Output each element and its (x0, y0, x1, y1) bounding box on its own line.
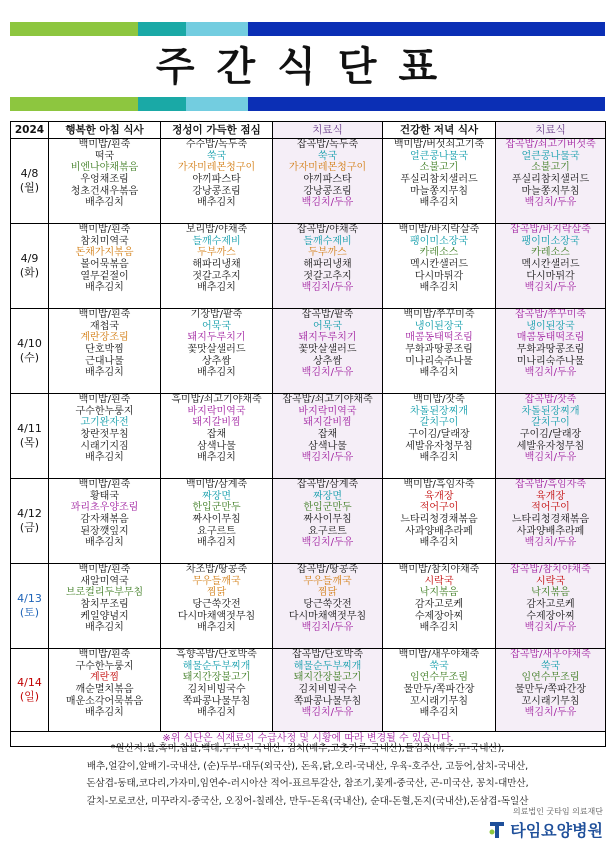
menu-item: 백미밥/흰죽 (78, 139, 131, 150)
menu-item: 잡곡밥/야채죽 (296, 224, 359, 235)
menu-item: 꼬시래기무침 (521, 695, 580, 707)
menu-item: 백미밥/새우야채죽 (398, 649, 480, 660)
menu-item: 느타리청경채볶음 (511, 514, 590, 526)
menu-item: 구수한누룽지 (75, 660, 134, 672)
menu-item: 가자미레몬청구이 (177, 162, 256, 174)
menu-item: 된장깻잎지 (80, 525, 129, 537)
menu-item: 계란찜 (90, 672, 119, 684)
menu-item: 매운소각어묵볶음 (65, 695, 144, 707)
menu-item: 고기완자전 (80, 417, 129, 429)
menu-item: 잡곡밥/팥죽 (301, 309, 354, 320)
menu-item: 백미밥/흰죽 (78, 224, 131, 235)
menu-item: 얼큰콩나물국 (410, 150, 468, 162)
menu-item: 계란장조림 (80, 332, 129, 344)
menu-item: 떡국 (94, 150, 115, 162)
menu-item: 배추김치 (419, 282, 459, 294)
menu-item: 해물순두부찌개 (182, 660, 251, 672)
menu-item: 잡곡밥/녹두죽 (296, 139, 359, 150)
menu-item: 김치비빔국수 (187, 684, 246, 696)
menu-item: 구수한누룽지 (75, 405, 134, 417)
menu-item: 잡곡밥/단호박죽 (292, 649, 363, 660)
menu-item: 다시마채액젓무침 (288, 610, 367, 622)
menu-item: 물만두/쪽파간장 (403, 684, 475, 696)
origin-line: 돈삼겹-동태,코다리,가자미,임연수-러시아산 적어-표르투갈산, 참조기,꽃게-중국산, 곤-미국산, 꽁치-대만산, (86, 778, 529, 789)
menu-item: 참치무조림 (80, 599, 129, 611)
menu-item: 임연수무조림 (521, 672, 580, 684)
menu-item: 돈채가지볶음 (75, 247, 134, 259)
origin-line: 갈치-모로코산, 미꾸라지-중국산, 오징어-칠레산, 만두-돈육(국내산), 순대-돈혈,돈지(국내산),돈삼겹-독일산 (86, 795, 529, 807)
menu-item: 볼어묵볶음 (80, 259, 129, 271)
menu-item: 잡곡밥/참치야채죽 (510, 564, 591, 575)
menu-item: 무화과땅콩조림 (405, 344, 473, 356)
menu-item: 단호박찜 (85, 344, 124, 356)
menu-item: 배추김치 (197, 622, 236, 634)
bottom-color-bar (10, 97, 605, 111)
menu-item: 마늘쫑지무침 (521, 185, 580, 197)
menu-item: 잡곡밥/쭈꾸미죽 (515, 309, 586, 320)
lunch-cell (161, 394, 273, 479)
menu-item: 무화과땅콩조림 (516, 344, 585, 356)
menu-item: 짜사이무침 (303, 514, 352, 526)
dinner-therapy-header: 치료식 (496, 122, 606, 139)
menu-item: 우엉채조림 (80, 174, 129, 186)
menu-item: 배추김치 (85, 452, 124, 464)
menu-item: 백김치/두유 (524, 197, 577, 209)
menu-item: 쪽파콩나물무침 (293, 695, 362, 707)
menu-item: 백김치/두유 (524, 622, 577, 634)
menu-item: 비엔나야채볶음 (70, 162, 139, 174)
menu-item: 수제장아찌 (414, 610, 464, 622)
menu-item: 케일양념지 (80, 610, 129, 622)
menu-item: 찜닭 (317, 587, 338, 599)
menu-item: 요구르트 (197, 525, 236, 537)
menu-item: 백미밥/흰죽 (78, 394, 131, 405)
menu-item: 돼지갈비찜 (192, 417, 241, 429)
dinner-therapy-cell (496, 564, 606, 649)
weekday-text: (일) (19, 690, 40, 703)
dinner-therapy-cell (496, 649, 606, 732)
cross-logo-icon (488, 820, 506, 840)
menu-item: 백미밥/잣죽 (413, 394, 465, 405)
date-cell (11, 224, 49, 309)
menu-item: 바지락미역국 (187, 405, 246, 417)
weekday-text: (수) (19, 351, 40, 364)
dinner-therapy-cell (496, 139, 606, 224)
menu-item: 멕시칸샐러드 (521, 259, 580, 271)
dinner-therapy-cell (496, 394, 606, 479)
lunch-cell (161, 564, 273, 649)
date-text: 4/9 (20, 252, 39, 265)
logo-subtitle: 의료법인 굿타임 의료재단 (512, 807, 603, 816)
menu-item: 상추쌈 (313, 355, 342, 367)
menu-item: 어묵국 (313, 320, 342, 332)
menu-item: 열무겉절이 (80, 270, 129, 282)
menu-item: 흑미밥/쇠고기야채죽 (171, 394, 262, 405)
menu-item: 배추김치 (197, 537, 236, 549)
menu-item: 멕시칸샐러드 (410, 259, 468, 271)
menu-item: 수제장아찌 (526, 610, 575, 622)
menu-item: 잡곡밥/쇠고기버섯죽 (505, 139, 596, 150)
menu-item: 소불고기 (531, 162, 570, 174)
menu-item: 푸실리참치샐러드 (400, 174, 478, 186)
menu-item: 백미밥/흑임자죽 (403, 479, 475, 490)
notice-text: ※위 식단은 식재료의 수급사정 및 시황에 따라 변경될 수 있습니다. (11, 732, 606, 747)
weekday-text: (화) (19, 266, 40, 279)
menu-item: 잡곡밥/쇠고기야채죽 (282, 394, 373, 405)
menu-item: 꼬시래기무침 (410, 695, 468, 707)
menu-item: 배추김치 (85, 707, 124, 719)
menu-item: 구이김/달래장 (519, 429, 582, 441)
menu-item: 배추김치 (85, 367, 124, 379)
menu-item: 다시마튀각 (526, 270, 575, 282)
menu-item: 배추김치 (85, 282, 124, 294)
menu-item: 시락국 (424, 575, 454, 587)
date-text: 4/8 (20, 167, 39, 180)
menu-item: 백미밥/바지락살죽 (398, 224, 480, 235)
menu-item: 물만두/쪽파간장 (515, 684, 586, 696)
menu-item: 배추김치 (197, 367, 236, 379)
menu-item: 돼지두루치기 (187, 332, 246, 344)
menu-item: 세발유자청무침 (516, 440, 585, 452)
menu-item: 배추김치 (197, 197, 236, 209)
menu-item: 두부까스 (197, 247, 236, 259)
menu-item: 적어구이 (419, 502, 459, 514)
date-cell (11, 394, 49, 479)
date-text: 4/11 (17, 422, 42, 435)
lunch-therapy-header: 치료식 (273, 122, 383, 139)
menu-item: 보리밥/야채죽 (185, 224, 248, 235)
menu-item: 다시마튀각 (414, 270, 464, 282)
menu-item: 백미밥/흰죽 (78, 564, 131, 575)
menu-item: 돼지갈비찜 (303, 417, 352, 429)
menu-item: 무우들깨국 (303, 575, 352, 587)
menu-item: 바지락미역국 (298, 405, 357, 417)
menu-item: 차돌된장찌개 (521, 405, 580, 417)
dinner-cell (383, 309, 496, 394)
lunch-therapy-cell (273, 224, 383, 309)
menu-item: 깨순멸치볶음 (75, 684, 134, 696)
menu-item: 강낭콩조림 (303, 185, 352, 197)
menu-item: 백미밥/쭈꾸미죽 (403, 309, 475, 320)
menu-item: 들깨수제비 (303, 235, 352, 247)
menu-item: 해물순두부찌개 (293, 660, 362, 672)
menu-item: 육개장 (536, 490, 565, 502)
menu-item: 당근쑥갓전 (192, 599, 241, 611)
menu-item: 흑향곡밥/단호박죽 (176, 649, 257, 660)
menu-item: 근대나물 (85, 355, 124, 367)
menu-item: 백김치/두유 (524, 452, 577, 464)
menu-item: 백미밥/흰죽 (78, 309, 131, 320)
lunch-cell (161, 139, 273, 224)
menu-item: 배추김치 (85, 197, 124, 209)
menu-item: 매콤동태떡조림 (516, 332, 585, 344)
menu-item: 백김치/두유 (301, 707, 354, 719)
menu-item: 백김치/두유 (524, 367, 577, 379)
page-title: 주간식단표 (155, 44, 460, 90)
dinner-cell (383, 479, 496, 564)
menu-item: 청초건새우볶음 (70, 185, 139, 197)
menu-item: 카레소스 (531, 247, 570, 259)
menu-item: 짜장면 (313, 490, 342, 502)
menu-item: 세발유자청무침 (405, 440, 473, 452)
menu-item: 냉이된장국 (414, 320, 464, 332)
menu-item: 냉이된장국 (526, 320, 575, 332)
day-row (11, 394, 606, 479)
menu-item: 시락국 (536, 575, 565, 587)
menu-item: 배추김치 (419, 197, 459, 209)
breakfast-cell (49, 394, 161, 479)
menu-item: 적어구이 (531, 502, 570, 514)
menu-item: 브로컬리두부무침 (65, 587, 144, 599)
date-cell (11, 139, 49, 224)
menu-item: 짜사이무침 (192, 514, 241, 526)
menu-item: 감자채볶음 (80, 514, 129, 526)
menu-item: 쑥국 (317, 150, 338, 162)
day-row (11, 564, 606, 649)
menu-item: 임연수무조림 (410, 672, 468, 684)
weekday-text: (금) (19, 521, 40, 534)
menu-item: 잡곡밥/흑임자죽 (515, 479, 586, 490)
year-header: 2024 (11, 122, 49, 139)
menu-item: 백미밥/삼계죽 (185, 479, 248, 490)
dinner-cell (383, 564, 496, 649)
date-text: 4/10 (17, 337, 42, 350)
menu-item: 잡채 (206, 429, 227, 441)
menu-item: 배추김치 (419, 452, 459, 464)
menu-item: 백김치/두유 (524, 707, 577, 719)
menu-item: 백김치/두유 (301, 622, 354, 634)
menu-item: 백미밥/흰죽 (78, 479, 131, 490)
menu-item: 강낭콩조림 (192, 185, 241, 197)
top-color-bar (10, 22, 605, 36)
menu-item: 배추김치 (419, 367, 459, 379)
menu-item: 다시마채액젓무침 (177, 610, 256, 622)
menu-item: 참치미역국 (80, 235, 129, 247)
menu-item: 꽃맛살샐러드 (298, 344, 357, 356)
menu-item: 돼지간장불고기 (182, 672, 251, 684)
lunch-therapy-cell (273, 649, 383, 732)
dinner-cell (383, 139, 496, 224)
menu-item: 백김치/두유 (301, 197, 354, 209)
menu-item: 소불고기 (419, 162, 459, 174)
breakfast-cell (49, 139, 161, 224)
menu-item: 미나리숙주나물 (405, 355, 473, 367)
menu-item: 새알미역국 (80, 575, 129, 587)
breakfast-cell (49, 479, 161, 564)
dinner-therapy-cell (496, 479, 606, 564)
menu-item: 얼큰콩나물국 (521, 150, 580, 162)
menu-item: 쑥국 (206, 150, 227, 162)
menu-item: 백미밥/흰죽 (78, 649, 131, 660)
menu-item: 들깨수제비 (192, 235, 241, 247)
date-cell (11, 309, 49, 394)
menu-item: 두부까스 (308, 247, 347, 259)
origin-info (10, 740, 605, 810)
breakfast-cell (49, 564, 161, 649)
menu-item: 감자고로케 (414, 599, 464, 611)
menu-item: 가자미레몬청구이 (288, 162, 367, 174)
menu-item: 잡곡밥/새우야채죽 (510, 649, 591, 660)
menu-item: 한입군만두 (192, 502, 241, 514)
menu-item: 쪽파콩나물무침 (182, 695, 251, 707)
menu-item: 잡곡밥/바지락살죽 (510, 224, 591, 235)
menu-item: 느타리청경채볶음 (400, 514, 478, 526)
breakfast-cell (49, 224, 161, 309)
menu-item: 백김치/두유 (301, 452, 354, 464)
menu-item: 기장밥/팥죽 (190, 309, 243, 320)
lunch-cell (161, 479, 273, 564)
menu-item: 재첩국 (90, 320, 119, 332)
menu-item: 카레소스 (419, 247, 459, 259)
day-row (11, 479, 606, 564)
dinner-cell (383, 649, 496, 732)
menu-item: 상추쌈 (202, 355, 231, 367)
lunch-cell (161, 649, 273, 732)
menu-item: 갈치구이 (419, 417, 459, 429)
menu-item: 잡곡밥/삼계죽 (296, 479, 359, 490)
hospital-name: 타임요양병원 (510, 821, 603, 840)
menu-item: 한입군만두 (303, 502, 352, 514)
lunch-cell (161, 309, 273, 394)
dinner-therapy-cell (496, 309, 606, 394)
menu-item: 백김치/두유 (301, 282, 354, 294)
menu-item: 돼지간장불고기 (293, 672, 362, 684)
hospital-logo (488, 818, 603, 841)
origin-line: *원산지:쌀,흑미,찹쌀,백태,두부시-국내산, 김치(배추,고춧가루-국내산),돌김치(배추,무-국내산), (110, 743, 505, 754)
dinner-header: 건강한 저녁 식사 (383, 122, 496, 139)
menu-item: 배추김치 (197, 282, 236, 294)
day-row (11, 139, 606, 224)
menu-item: 요구르트 (308, 525, 347, 537)
menu-item: 사과양배추라페 (516, 525, 585, 537)
menu-item: 배추김치 (197, 707, 236, 719)
menu-item: 매콤동태떡조림 (405, 332, 473, 344)
menu-item: 낙지볶음 (419, 587, 459, 599)
dinner-cell (383, 394, 496, 479)
menu-item: 백김치/두유 (524, 282, 577, 294)
menu-item: 백미밥/참치야채죽 (398, 564, 480, 575)
menu-item: 배추김치 (197, 452, 236, 464)
menu-item: 팽이미소장국 (521, 235, 580, 247)
date-cell (11, 564, 49, 649)
menu-item: 백김치/두유 (301, 537, 354, 549)
menu-item: 차돌된장찌개 (410, 405, 468, 417)
lunch-cell (161, 224, 273, 309)
menu-table (10, 121, 606, 747)
date-text: 4/12 (17, 507, 42, 520)
dinner-cell (383, 224, 496, 309)
lunch-therapy-cell (273, 139, 383, 224)
menu-item: 배추김치 (419, 537, 459, 549)
menu-item: 차조밥/땅콩죽 (185, 564, 248, 575)
menu-item: 야끼파스타 (192, 174, 241, 186)
day-row (11, 649, 606, 732)
breakfast-cell (49, 649, 161, 732)
dinner-therapy-cell (496, 224, 606, 309)
menu-item: 꽈리초우양조림 (70, 502, 139, 514)
menu-item: 구이김/달래장 (408, 429, 470, 441)
day-row (11, 224, 606, 309)
menu-item: 황태국 (90, 490, 119, 502)
weekday-text: (목) (19, 436, 40, 449)
menu-item: 삼색나물 (197, 440, 236, 452)
lunch-therapy-cell (273, 479, 383, 564)
lunch-therapy-cell (273, 394, 383, 479)
menu-item: 김치비빔국수 (298, 684, 357, 696)
menu-item: 배추김치 (85, 622, 124, 634)
menu-item: 갈치구이 (531, 417, 570, 429)
menu-item: 어묵국 (202, 320, 231, 332)
menu-item: 배추김치 (419, 622, 459, 634)
breakfast-header: 행복한 아침 식사 (49, 122, 161, 139)
menu-item: 해파리냉채 (192, 259, 241, 271)
menu-item: 무우들깨국 (192, 575, 241, 587)
menu-item: 젓갈고추지 (303, 270, 352, 282)
menu-item: 미나리숙주나물 (516, 355, 585, 367)
menu-item: 해파리냉채 (303, 259, 352, 271)
menu-item: 배추김치 (419, 707, 459, 719)
breakfast-cell (49, 309, 161, 394)
menu-item: 백김치/두유 (524, 537, 577, 549)
menu-item: 당근쑥갓전 (303, 599, 352, 611)
date-cell (11, 479, 49, 564)
menu-item: 창란젓무침 (80, 429, 129, 441)
header-row (11, 122, 606, 139)
menu-item: 삼색나물 (308, 440, 347, 452)
menu-item: 시래기지짐 (80, 440, 129, 452)
lunch-therapy-cell (273, 564, 383, 649)
lunch-therapy-cell (273, 309, 383, 394)
date-text: 4/14 (17, 676, 42, 689)
menu-item: 감자고로케 (526, 599, 575, 611)
menu-item: 쑥국 (429, 660, 449, 672)
menu-item: 육개장 (424, 490, 454, 502)
menu-item: 백김치/두유 (301, 367, 354, 379)
menu-item: 수수밥/녹두죽 (185, 139, 248, 150)
menu-item: 사과양배추라페 (405, 525, 473, 537)
menu-item: 배추김치 (85, 537, 124, 549)
menu-item: 백미밥/버섯쇠고기죽 (393, 139, 485, 150)
weekday-text: (월) (19, 181, 40, 194)
menu-item: 젓갈고추지 (192, 270, 241, 282)
menu-item: 마늘쫑지무침 (410, 185, 468, 197)
origin-line: 배추,얼갈이,알배기-국내산, (순)두부-대두(외국산), 돈육,닭,오리-국내산, 우육-호주산, 고등어,삼치-국내산, (86, 760, 529, 772)
menu-item: 짜장면 (202, 490, 231, 502)
menu-item: 잡곡밥/잣죽 (524, 394, 577, 405)
menu-item: 팽이미소장국 (410, 235, 468, 247)
menu-item: 잡채 (317, 429, 338, 441)
menu-item: 낙지볶음 (531, 587, 570, 599)
menu-item: 찜닭 (206, 587, 227, 599)
menu-item: 야끼파스타 (303, 174, 352, 186)
menu-item: 돼지두루치기 (298, 332, 357, 344)
menu-item: 잡곡밥/땅콩죽 (296, 564, 359, 575)
lunch-header: 정성이 가득한 점심 (161, 122, 273, 139)
date-text: 4/13 (17, 592, 42, 605)
weekday-text: (토) (19, 606, 40, 619)
date-cell (11, 649, 49, 732)
menu-item: 꽃맛살샐러드 (187, 344, 246, 356)
menu-item: 푸실리참치샐러드 (511, 174, 590, 186)
menu-item: 쑥국 (540, 660, 561, 672)
day-row (11, 309, 606, 394)
